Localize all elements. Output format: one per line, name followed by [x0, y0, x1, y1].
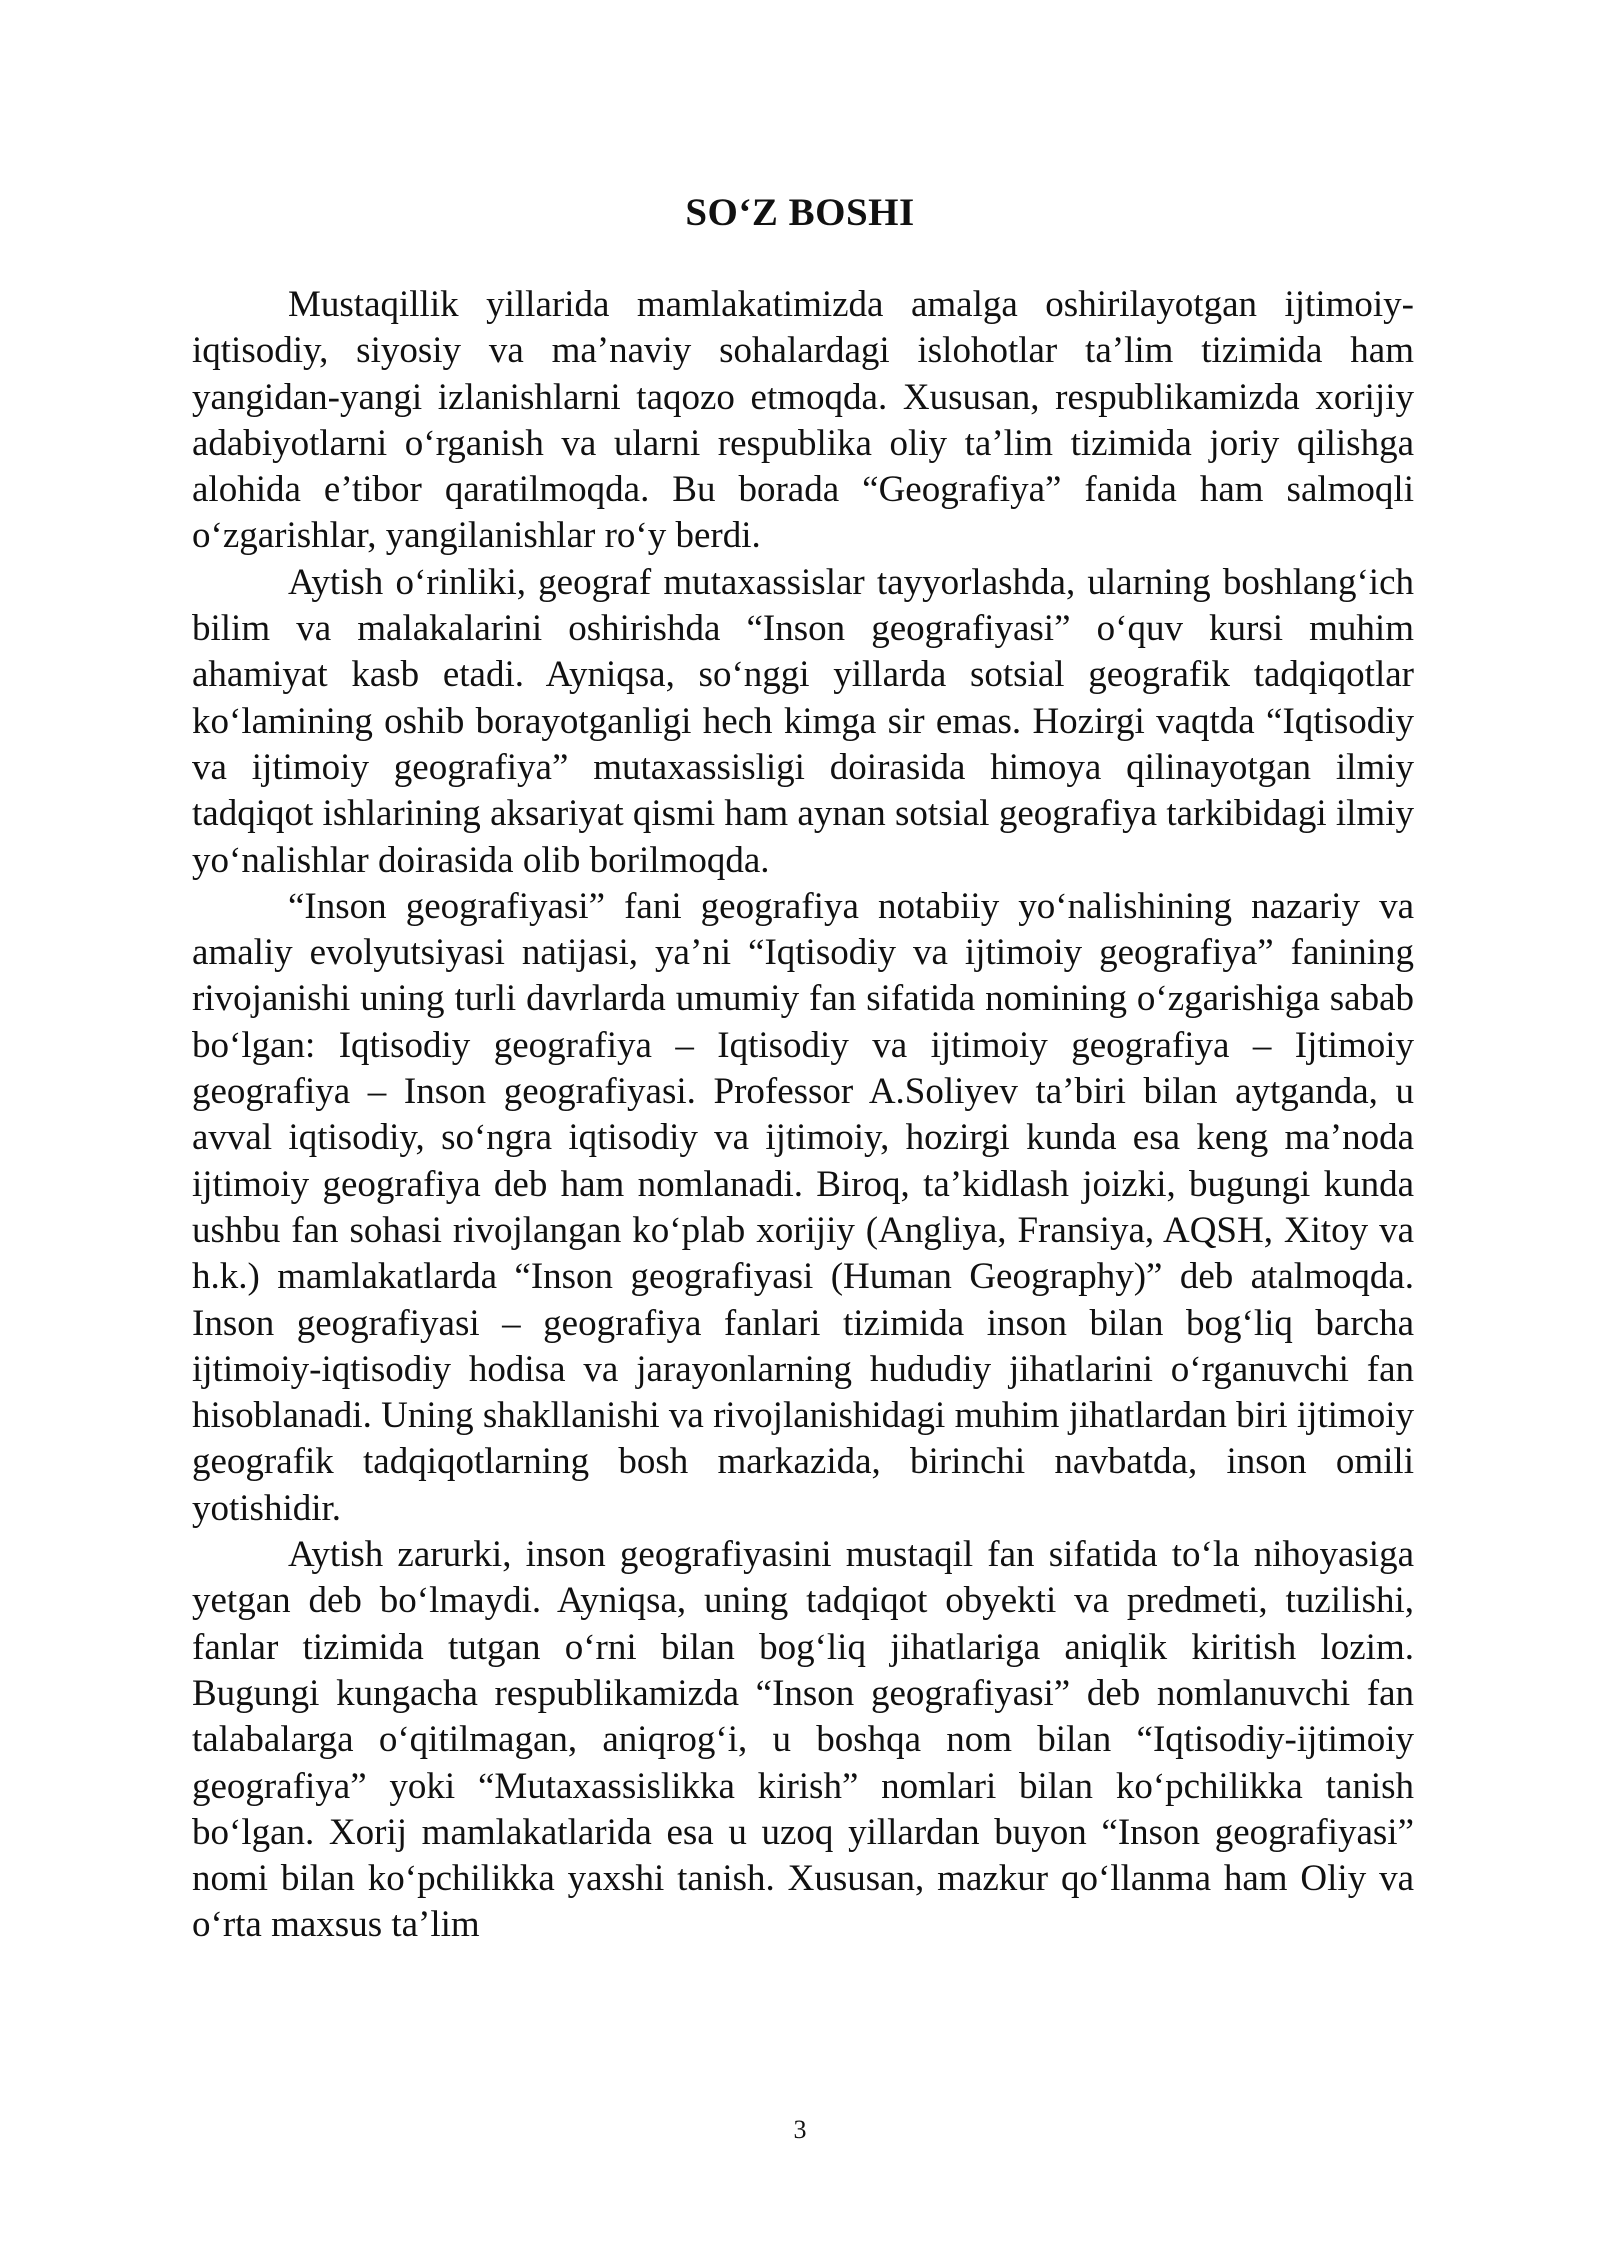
paragraph: Mustaqillik yillarida mamlakatimizda amalga oshirilayotgan ijtimoiy-iqtisodiy, siyosiy va ma’naviy sohalardagi islohotlar ta’lim tizimida ham yangidan-yangi izlanishlarni taqozo etmoqda. Xususan, respublikamizda xorijiy adabiyotlarni o‘rganish va ularni respublika oliy ta’lim tizimida joriy qilishga alohida e’tibor qaratilmoqda. Bu borada “Geografiya” fanida ham salmoqli o‘zgarishlar, yangilanishlar ro‘y berdi. [192, 284, 1414, 557]
paragraph: “Inson geografiyasi” fani geografiya notabiiy yo‘nalishining nazariy va amaliy evolyutsiyasi natijasi, ya’ni “Iqtisodiy va ijtimoiy geografiya” fanining rivojanishi uning turli davrlarda umumiy fan sifatida nomining o‘zgarishiga sabab bo‘lgan: Iqtisodiy geografiya – Iqtisodiy va ijtimoiy geografiya – Ijtimoiy geografiya – Inson geografiyasi. Professor A.Soliyev ta’biri bilan aytganda, u avval iqtisodiy, so‘ngra iqtisodiy va ijtimoiy, hozirgi kunda esa keng ma’noda ijtimoiy geografiya deb ham nomlanadi. Biroq, ta’kidlash joizki, bugungi kunda ushbu fan sohasi rivojlangan ko‘plab xorijiy (Angliya, Fransiya, AQSH, Xitoy va h.k.) mamlakatlarda “Inson geografiyasi (Human Geography)” deb atalmoqda. Inson geografiyasi – geografiya fanlari tizimida inson bilan bog‘liq barcha ijtimoiy-iqtisodiy hodisa va jarayonlarning hududiy jihatlarini o‘rganuvchi fan hisoblanadi. Uning shakllanishi va rivojlanishidagi muhim jihatlardan biri ijtimoiy geografik tadqiqotlarning bosh markazida, birinchi navbatda, inson omili yotishidir. [192, 885, 1414, 1529]
paragraph: Aytish o‘rinliki, geograf mutaxassislar tayyorlashda, ularning boshlang‘ich bilim va malakalarini oshirishda “Inson geografiyasi” o‘quv kursi muhim ahamiyat kasb etadi. Ayniqsa, so‘nggi yillarda sotsial geografik tadqiqotlar ko‘lamining oshib borayotganligi hech kimga sir emas. Hozirgi vaqtda “Iqtisodiy va ijtimoiy geografiya” mutaxassisligi doirasida himoya qilinayotgan ilmiy tadqiqot ishlarining aksariyat qismi ham aynan sotsial geografiya tarkibidagi ilmiy yo‘nalishlar doirasida olib borilmoqda. [192, 561, 1414, 881]
page-number: 3 [793, 2115, 807, 2144]
body-text [192, 282, 1414, 1949]
page-title: SO‘Z BOSHI [685, 191, 915, 234]
paragraph: Aytish zarurki, inson geografiyasini mustaqil fan sifatida to‘la nihoyasiga yetgan deb bo‘lmaydi. Ayniqsa, uning tadqiqot obyekti va predmeti, tuzilishi, fanlar tizimida tutgan o‘rni bilan bog‘liq jihatlariga aniqlik kiritish lozim. Bugungi kungacha respublikamizda “Inson geografiyasi” deb nomlanuvchi fan talabalarga o‘qitilmagan, aniqrog‘i, u boshqa nom bilan “Iqtisodiy-ijtimoiy geografiya” yoki “Mutaxassislikka kirish” nomlari bilan ko‘pchilikka tanish bo‘lgan. Xorij mamlakatlarida esa u uzoq yillardan buyon “Inson geografiyasi” nomi bilan ko‘pchilikka yaxshi tanish. Xususan, mazkur qo‘llanma ham Oliy va o‘rta maxsus ta’lim [192, 1534, 1414, 1946]
